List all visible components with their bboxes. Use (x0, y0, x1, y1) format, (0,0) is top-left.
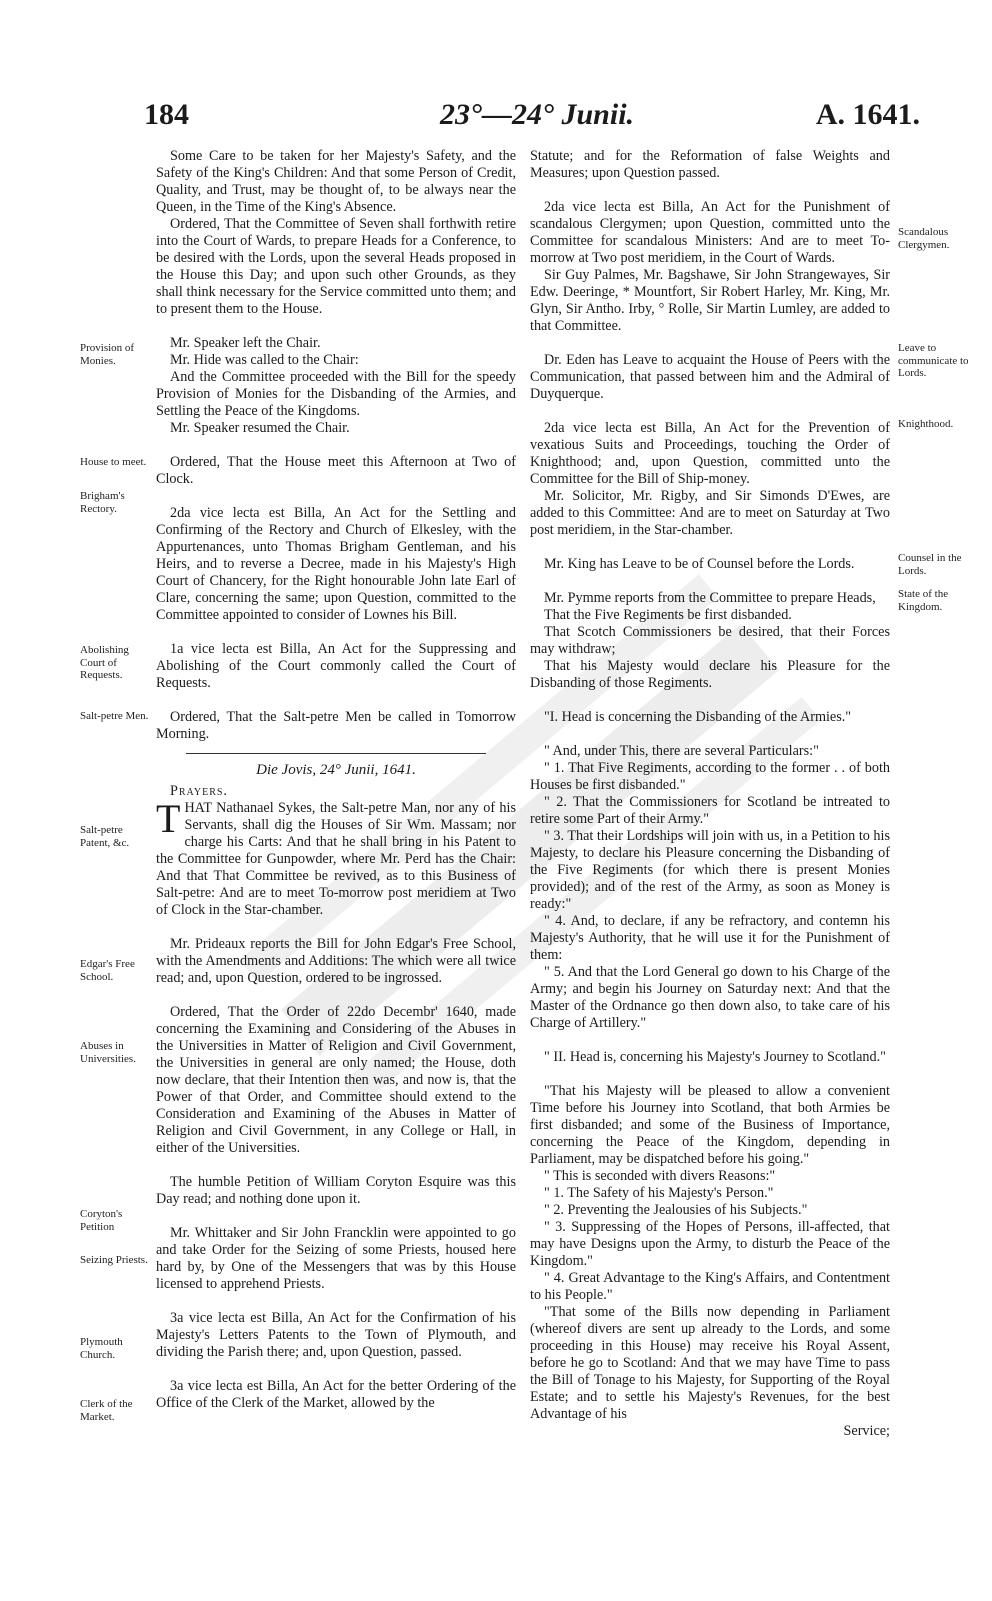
prayers-heading: Prayers. (170, 783, 228, 799)
entry (530, 556, 890, 573)
paragraph (530, 1049, 890, 1066)
entry (530, 1083, 890, 1423)
entry (156, 1378, 516, 1412)
paragraph (530, 913, 890, 964)
page-header (140, 98, 920, 138)
paragraph-text: " 4. Great Advantage to the King's Affairs, and Contentment to his People." (530, 1270, 890, 1303)
paragraph-text: Mr. Prideaux reports the Bill for John Edgar's Free School, with the Amendments and Additions: The which were all twice read; and, upon Question, ordered to be ingrossed. (156, 936, 516, 986)
paragraph-text: And the Committee proceeded with the Bill for the speedy Provision of Monies for the Disbanding of the Armies, and Settling the Peace of the Kingdoms. (156, 369, 516, 419)
entry (530, 199, 890, 335)
entry (156, 1174, 516, 1208)
paragraph (530, 267, 890, 335)
entry (530, 420, 890, 539)
paragraph (530, 1083, 890, 1168)
entry (156, 1004, 516, 1157)
paragraph (530, 199, 890, 267)
paragraph-text: Mr. Whittaker and Sir John Francklin were appointed to go and take Order for the Seizing of some Priests, housed here hard by, by One of the Messengers that was by this House licensed to apprehend Priests. (156, 1225, 516, 1292)
margin-note-left: Abuses in Universities. (80, 1040, 136, 1065)
paragraph-text: Statute; and for the Reformation of false Weights and Measures; upon Question passed. (530, 148, 890, 181)
margin-note-left: House to meet. (80, 456, 147, 468)
entry (156, 936, 516, 987)
page-date: 23°—24° Junii. (440, 98, 635, 131)
page-year: A. 1641. (815, 98, 920, 131)
margin-note-left: Plymouth Church. (80, 1336, 123, 1361)
paragraph (530, 828, 890, 913)
paragraph (156, 369, 516, 420)
paragraph (530, 1270, 890, 1304)
paragraph-text: Ordered, That the House meet this Afternoon at Two of Clock. (156, 454, 516, 487)
paragraph-text: That the Five Regiments be first disbanded. (544, 607, 792, 623)
paragraph-text: " II. Head is, concerning his Majesty's Journey to Scotland." (544, 1049, 886, 1065)
entry (156, 148, 516, 318)
paragraph-text: Mr. Solicitor, Mr. Rigby, and Sir Simonds D'Ewes, are added to this Committee: And are to meet on Saturday at Two post meridiem, in the Star-chamber. (530, 488, 890, 538)
paragraph (530, 743, 890, 760)
paragraph-text: 3a vice lecta est Billa, An Act for the better Ordering of the Office of the Clerk of the Market, allowed by the (156, 1378, 516, 1411)
paragraph-text: "That some of the Bills now depending in Parliament (whereof divers are sent up already to the Lords, and some proceeding in this House) may receive his Royal Assent, before he go to Scotland: And that we may have Time to pass the Bill of Tonage to his Majesty, for Supporting of the Royal Estate; and to settle his Majesty's Revenues, for the best Advantage of his (530, 1304, 890, 1422)
day-heading: Die Jovis, 24° Junii, 1641. (256, 762, 416, 778)
paragraph-text: Mr. Speaker left the Chair. (170, 335, 321, 351)
paragraph-text: " 4. And, to declare, if any be refractory, and contemn his Majesty's Authority, that he will use it for the Punishment of them: (530, 913, 890, 963)
entry (530, 709, 890, 726)
catchword: Service; (843, 1423, 890, 1439)
entry (530, 352, 890, 403)
margin-note-right: Scandalous Clergymen. (898, 226, 950, 251)
section-rule (186, 753, 486, 754)
paragraph-text: Mr. King has Leave to be of Counsel before the Lords. (544, 556, 855, 572)
margin-note-left: Salt-petre Men. (80, 710, 149, 722)
paragraph (156, 454, 516, 488)
entry (156, 335, 516, 437)
paragraph (156, 1004, 516, 1157)
paragraph (530, 1304, 890, 1423)
entry (156, 1310, 516, 1361)
margin-note-left: Salt-petre Patent, &c. (80, 824, 130, 849)
entry (156, 505, 516, 624)
paragraph (530, 709, 890, 726)
paragraph (530, 488, 890, 539)
paragraph (530, 556, 890, 573)
paragraph (156, 709, 516, 743)
paragraph-text: " 5. And that the Lord General go down to his Charge of the Army; and begin his Journey on Saturday next: And that the Master of the Ordnance go then down also, to take care of his Charge of Artillery." (530, 964, 890, 1031)
entry (530, 590, 890, 692)
paragraph (530, 658, 890, 692)
paragraph-text: 2da vice lecta est Billa, An Act for the Prevention of vexatious Suits and Proceedings, touching the Order of Knighthood; and, upon Question, committed unto the Committee for the Bill of Ship-money. (530, 420, 890, 487)
margin-note-left: Clerk of the Market. (80, 1398, 133, 1423)
paragraph (156, 352, 516, 369)
entry (156, 709, 516, 743)
paragraph (530, 352, 890, 403)
paragraph (156, 796, 516, 919)
paragraph-text: " This is seconded with divers Reasons:" (544, 1168, 776, 1184)
paragraph-text: " 1. That Five Regiments, according to the former . . of both Houses be first disbanded." (530, 760, 890, 793)
paragraph-text: Mr. Pymme reports from the Committee to prepare Heads, (544, 590, 876, 606)
paragraph (156, 1225, 516, 1293)
paragraph-text: Ordered, That the Salt-petre Men be called in Tomorrow Morning. (156, 709, 516, 742)
margin-note-right: Counsel in the Lords. (898, 552, 962, 577)
entry (156, 641, 516, 692)
entry (530, 148, 890, 182)
paragraph (530, 1202, 890, 1219)
entry (530, 743, 890, 1032)
paragraph (530, 1185, 890, 1202)
paragraph (530, 794, 890, 828)
margin-note-left: Brigham's Rectory. (80, 490, 125, 515)
paragraph-text: " 1. The Safety of his Majesty's Person." (544, 1185, 774, 1201)
paragraph (530, 760, 890, 794)
paragraph-text: That his Majesty would declare his Pleasure for the Disbanding of those Regiments. (530, 658, 890, 691)
margin-note-left: Edgar's Free School. (80, 958, 135, 983)
paragraph-text: Some Care to be taken for her Majesty's Safety, and the Safety of the King's Children: And that some Person of Credit, Quality, and Trust, may be thought of, to be always near the Queen, in the Time of the King's Absence. (156, 148, 516, 215)
margin-note-left: Coryton's Petition (80, 1208, 123, 1233)
paragraph (530, 607, 890, 624)
entry (156, 1225, 516, 1293)
margin-note-left: Seizing Priests. (80, 1254, 148, 1266)
paragraph (530, 148, 890, 182)
paragraph (530, 964, 890, 1032)
entry (156, 796, 516, 919)
margin-note-right: Knighthood. (898, 418, 954, 430)
drop-cap: T (156, 796, 181, 841)
paragraph-text: Ordered, That the Order of 22do Decembr' 1640, made concerning the Examining and Considering of the Abuses in the Universities in Matter of Religion and Civil Government, the Universities in general are only named; the House, doth now declare, that their Intention then was, and now is, that the Power of that Order, and Committee should extend to the Consideration and Examining of the Abuses in Matter of Religion and Civil Government, in any College or Hall, in either of the Universities. (156, 1004, 516, 1156)
paragraph (530, 624, 890, 658)
paragraph-text: " 2. That the Commissioners for Scotland be intreated to retire some Part of their Army." (530, 794, 890, 827)
paragraph (156, 1310, 516, 1361)
paragraph-text: " And, under This, there are several Particulars:" (544, 743, 819, 759)
paragraph-text: Sir Guy Palmes, Mr. Bagshawe, Sir John Strangewayes, Sir Edw. Deeringe, * Mountfort, Sir Robert Harley, Mr. King, Mr. Glyn, Sir Antho. Irby, ° Rolle, Sir Martin Lumley, are added to that Committee. (530, 267, 890, 334)
paragraph (156, 505, 516, 624)
paragraph-text: 1a vice lecta est Billa, An Act for the Suppressing and Abolishing of the Court commonly called the Court of Requests. (156, 641, 516, 691)
paragraph-text: " 2. Preventing the Jealousies of his Subjects." (544, 1202, 808, 1218)
margin-note-left: Provision of Monies. (80, 342, 135, 367)
paragraph (156, 335, 516, 352)
right-column (530, 148, 890, 1440)
paragraph-text: " 3. That their Lordships will join with us, in a Petition to his Majesty, to declare his Pleasure concerning the Disbanding of the Five Regiments (for which there is present Monies provided); and of the rest of the Army, as soon as Money is ready:" (530, 828, 890, 912)
paragraph-text: HAT Nathanael Sykes, the Salt-petre Man, nor any of his Servants, shall dig the Houses of Sir Wm. Massam; nor charge his Carts: And that he shall bring in his Patent to the Committee for Gunpowder, where Mr. Perd has the Chair: And that That Committee be revived, as to this Business of Salt-petre: And are to meet To-morrow post meridiem at Two of Clock in the Star-chamber. (156, 800, 516, 918)
paragraph (156, 1174, 516, 1208)
paragraph-text: Mr. Speaker resumed the Chair. (170, 420, 350, 436)
paragraph-text: 3a vice lecta est Billa, An Act for the Confirmation of his Majesty's Letters Patents to the Town of Plymouth, and dividing the Parish there; and, upon Question, passed. (156, 1310, 516, 1360)
paragraph-text: Mr. Hide was called to the Chair: (170, 352, 359, 368)
paragraph (156, 420, 516, 437)
margin-note-right: Leave to communicate to Lords. (898, 342, 969, 379)
paragraph-text: 2da vice lecta est Billa, An Act for the Punishment of scandalous Clergymen; upon Question, committed unto the Committee for scandalous Ministers: And are to meet To-morrow at Two post meridiem, in the Court of Wards. (530, 199, 890, 266)
margin-note-left: Abolishing Court of Requests. (80, 644, 129, 681)
page-number: 184 (144, 98, 189, 131)
paragraph (156, 936, 516, 987)
paragraph-text: " 3. Suppressing of the Hopes of Persons, ill-affected, that may have Designs upon the Army, to disturb the Peace of the Kingdom." (530, 1219, 890, 1269)
paragraph (156, 148, 516, 216)
paragraph-text: The humble Petition of William Coryton Esquire was this Day read; and nothing done upon it. (156, 1174, 516, 1207)
paragraph (156, 216, 516, 318)
paragraph-text: Dr. Eden has Leave to acquaint the House of Peers with the Communication, that passed between him and the Admiral of Duyquerque. (530, 352, 890, 402)
paragraph (530, 590, 890, 607)
paragraph-text: 2da vice lecta est Billa, An Act for the Settling and Confirming of the Rectory and Church of Elkesley, with the Appurtenances, unto Thomas Brigham Gentleman, and his Heirs, and to reverse a Decree, made in his Majesty's High Court of Chancery, for the Right honourable John late Earl of Clare, concerning the same; upon Question, committed to the Committee appointed to consider of Lownes his Bill. (156, 505, 516, 623)
paragraph (530, 1168, 890, 1185)
paragraph (530, 420, 890, 488)
paragraph-text: Ordered, That the Committee of Seven shall forthwith retire into the Court of Wards, to prepare Heads for a Conference, to be desired with the Lords, upon the several Heads proposed in the House this Day; and upon such other Grounds, as they shall think necessary for the Service committed unto them; and to present them to the House. (156, 216, 516, 317)
margin-note-right: State of the Kingdom. (898, 588, 949, 613)
paragraph (156, 1378, 516, 1412)
left-column (156, 148, 516, 1412)
entry (530, 1049, 890, 1066)
paragraph-text: "I. Head is concerning the Disbanding of the Armies." (544, 709, 852, 725)
paragraph-text: That Scotch Commissioners be desired, that their Forces may withdraw; (530, 624, 890, 657)
paragraph (156, 641, 516, 692)
paragraph (530, 1219, 890, 1270)
paragraph-text: "That his Majesty will be pleased to allow a convenient Time before his Journey into Scotland, that both Armies be first disbanded; and some of the Business of Importance, concerning the Peace of the Kingdom, depending in Parliament, may be dispatched before his going." (530, 1083, 890, 1167)
entry (156, 454, 516, 488)
